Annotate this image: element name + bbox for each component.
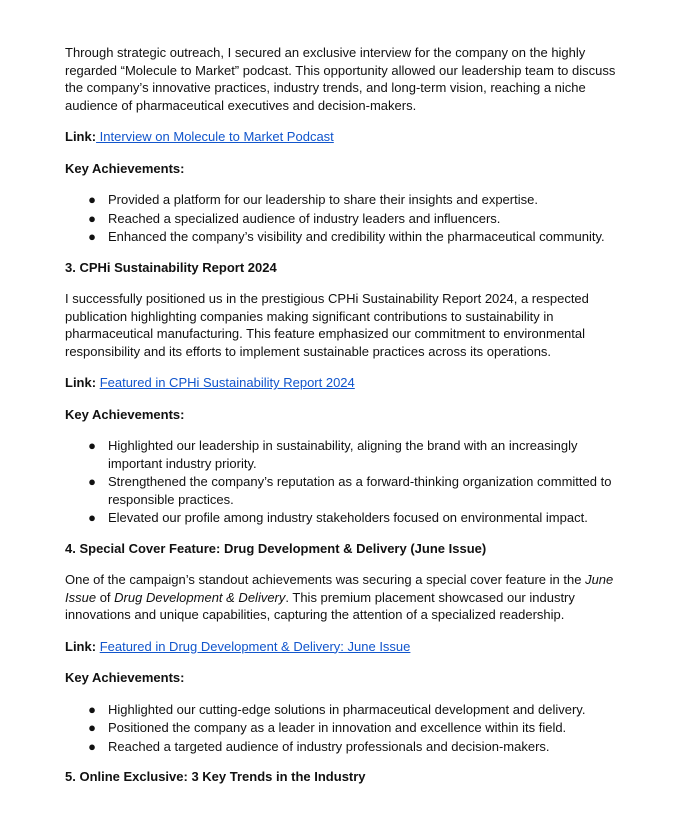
- list-item: ● Reached a specialized audience of industry leaders and influencers.: [88, 210, 501, 226]
- key-achievements-heading: Key Achievements:: [65, 670, 185, 685]
- list-item: ● Elevated our profile among industry stakeholders focused on environmental impact.: [88, 510, 588, 525]
- bullet-icon: ●: [88, 720, 96, 735]
- cover-feature-achievements-list: [65, 701, 635, 756]
- podcast-achievements-list: [65, 191, 635, 246]
- bullet-icon: ●: [88, 474, 96, 489]
- section-heading-cover-feature: 4. Special Cover Feature: Drug Development & Delivery (June Issue): [65, 540, 487, 556]
- bullet-icon: ●: [88, 701, 96, 717]
- list-item: ● Highlighted our leadership in sustainability, aligning the brand with an increasingly important industry priority.: [88, 438, 578, 471]
- bullet-icon: ●: [88, 229, 96, 244]
- cphi-paragraph: I successfully positioned us in the prestigious CPHi Sustainability Report 2024, a respected publication highlighting companies making significant contributions to sustainability in pharmaceutical manufacturing. This feature emphasized our commitment to environmental responsibility and its efforts to implement sustainable practices across its operations.: [65, 291, 589, 359]
- list-item: ● Enhanced the company’s visibility and credibility within the pharmaceutical community.: [88, 229, 605, 244]
- cover-feature-paragraph: One of the campaign’s standout achievements was securing a special cover feature in the June Issue of Drug Development & Delivery. This premium placement showcased our industry innovations and unique capabilities, capturing the attention of a specialized readership.: [65, 572, 614, 622]
- bullet-icon: ●: [88, 192, 96, 207]
- cphi-link[interactable]: Featured in CPHi Sustainability Report 2024: [99, 375, 355, 390]
- podcast-paragraph: Through strategic outreach, I secured an exclusive interview for the company on the highly regarded “Molecule to Market” podcast. This opportunity allowed our leadership team to discuss the company’s innovative practices, industry trends, and long-term vision, reaching a niche audience of pharmaceutical executives and decision-makers.: [65, 45, 616, 113]
- document-page: [65, 44, 635, 800]
- link-label: Link:: [65, 375, 97, 390]
- list-item: ● Reached a targeted audience of industry professionals and decision-makers.: [88, 738, 550, 754]
- link-label: Link:: [65, 129, 97, 144]
- bullet-icon: ●: [88, 510, 96, 525]
- bullet-icon: ●: [88, 738, 96, 754]
- key-achievements-heading: Key Achievements:: [65, 160, 185, 176]
- section-heading-online-exclusive: 5. Online Exclusive: 3 Key Trends in the Industry: [65, 769, 366, 784]
- key-achievements-heading: Key Achievements:: [65, 406, 185, 422]
- list-item: ● Positioned the company as a leader in innovation and excellence within its field.: [88, 720, 567, 735]
- podcast-link[interactable]: Interview on Molecule to Market Podcast: [96, 129, 334, 144]
- bullet-icon: ●: [88, 438, 96, 453]
- section-heading-cphi: 3. CPHi Sustainability Report 2024: [65, 259, 277, 275]
- podcast-link-line: [65, 128, 635, 146]
- bullet-icon: ●: [88, 210, 96, 226]
- list-item: ● Highlighted our cutting-edge solutions in pharmaceutical development and delivery.: [88, 701, 586, 717]
- link-label: Link:: [65, 638, 97, 654]
- list-item: ● Provided a platform for our leadership to share their insights and expertise.: [88, 192, 538, 207]
- list-item: ● Strengthened the company’s reputation as a forward-thinking organization committed to responsible practices.: [88, 474, 612, 507]
- cover-feature-link-line: [65, 638, 635, 656]
- cphi-link-line: [65, 374, 635, 392]
- cphi-achievements-list: [65, 437, 635, 527]
- cover-feature-link[interactable]: Featured in Drug Development & Delivery: June Issue: [99, 638, 411, 654]
